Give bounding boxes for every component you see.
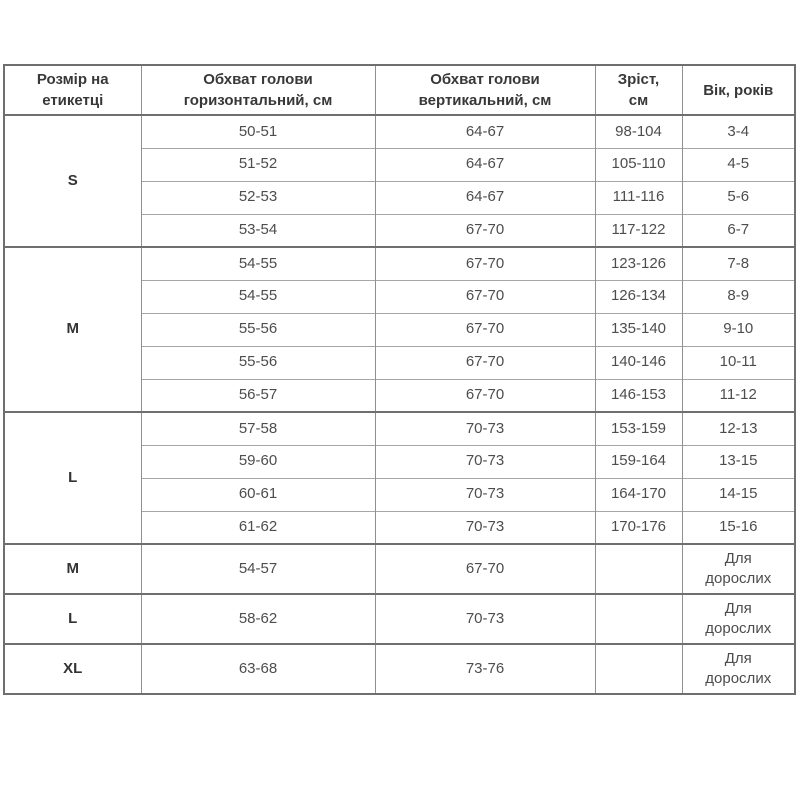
data-cell-value: 15-16 xyxy=(719,518,758,536)
data-cell xyxy=(375,594,595,644)
data-cell xyxy=(375,445,595,478)
data-cell xyxy=(682,511,795,544)
data-cell-value: 54-57 xyxy=(238,559,278,577)
data-cell-value: 53-54 xyxy=(238,221,278,239)
data-cell-value: 8-9 xyxy=(727,287,750,305)
data-cell xyxy=(141,148,375,181)
data-cell-value: 67-70 xyxy=(465,221,505,239)
data-cell-value: 70-73 xyxy=(465,419,505,437)
data-cell-value: 73-76 xyxy=(465,659,505,677)
data-cell xyxy=(141,379,375,412)
data-cell xyxy=(682,280,795,313)
data-cell xyxy=(595,214,682,247)
data-cell-value: 67-70 xyxy=(465,320,505,338)
data-cell xyxy=(682,181,795,214)
data-cell xyxy=(375,214,595,247)
data-cell xyxy=(595,511,682,544)
data-cell-value: 146-153 xyxy=(610,386,667,404)
data-cell-value: 9-10 xyxy=(723,320,754,338)
data-cell xyxy=(682,313,795,346)
data-cell-value: 7-8 xyxy=(727,254,750,272)
data-cell-value: 61-62 xyxy=(238,518,278,536)
size-label-cell: L xyxy=(4,412,141,544)
data-cell xyxy=(375,247,595,280)
data-cell xyxy=(141,346,375,379)
size-label-cell: M xyxy=(4,544,141,594)
data-cell xyxy=(595,379,682,412)
data-cell-value: 135-140 xyxy=(610,320,667,338)
data-cell-value: 57-58 xyxy=(238,419,278,437)
size-label-cell: XL xyxy=(4,644,141,694)
data-cell xyxy=(682,379,795,412)
data-cell-value: 70-73 xyxy=(465,518,505,536)
data-cell-value: Для дорослих xyxy=(705,599,772,637)
data-cell xyxy=(375,148,595,181)
size-label-cell: L xyxy=(4,594,141,644)
data-cell xyxy=(375,644,595,694)
data-cell xyxy=(141,313,375,346)
table-body xyxy=(4,115,795,694)
data-cell xyxy=(595,644,682,694)
data-cell-value: 51-52 xyxy=(238,155,278,173)
data-cell xyxy=(141,115,375,148)
data-cell-value: 55-56 xyxy=(238,353,278,371)
data-cell-value: 117-122 xyxy=(611,221,666,239)
table-row xyxy=(4,594,795,644)
data-cell-value: Для дорослих xyxy=(705,649,772,687)
data-cell-value: 59-60 xyxy=(238,452,278,470)
data-cell xyxy=(141,594,375,644)
data-cell-value: 67-70 xyxy=(465,559,505,577)
data-cell-value: 105-110 xyxy=(611,155,666,173)
data-cell xyxy=(595,594,682,644)
data-cell xyxy=(682,148,795,181)
data-cell xyxy=(595,346,682,379)
header-cell-label: Обхват голови вертикальний, см xyxy=(418,71,552,109)
table-row xyxy=(4,115,795,148)
data-cell xyxy=(141,412,375,445)
data-cell-value: 4-5 xyxy=(727,155,750,173)
data-cell xyxy=(595,412,682,445)
data-cell xyxy=(682,214,795,247)
table-row xyxy=(4,544,795,594)
data-cell xyxy=(375,412,595,445)
data-cell-value: 70-73 xyxy=(465,485,505,503)
data-cell-value: 164-170 xyxy=(610,485,667,503)
data-cell-value: 67-70 xyxy=(465,353,505,371)
data-cell-value: 67-70 xyxy=(465,254,505,272)
data-cell-value: 6-7 xyxy=(727,221,750,239)
data-cell xyxy=(375,181,595,214)
data-cell-value: 3-4 xyxy=(727,122,750,140)
data-cell-value: 13-15 xyxy=(719,452,758,470)
data-cell xyxy=(682,478,795,511)
header-cell-label: Вік, років xyxy=(703,81,774,99)
data-cell xyxy=(595,445,682,478)
data-cell-value: 170-176 xyxy=(610,518,667,536)
data-cell xyxy=(375,280,595,313)
data-cell xyxy=(141,644,375,694)
data-cell-value: 64-67 xyxy=(465,122,505,140)
header-row xyxy=(4,65,795,115)
data-cell-value: 64-67 xyxy=(465,188,505,206)
data-cell-value: 64-67 xyxy=(465,155,505,173)
header-cell-label: Зріст, см xyxy=(617,71,660,109)
data-cell xyxy=(682,247,795,280)
size-chart-table xyxy=(3,64,796,695)
data-cell-value: 14-15 xyxy=(719,485,758,503)
header-cell-3 xyxy=(595,65,682,115)
data-cell xyxy=(375,313,595,346)
data-cell xyxy=(141,445,375,478)
table-row xyxy=(4,412,795,445)
data-cell xyxy=(375,379,595,412)
data-cell xyxy=(595,148,682,181)
data-cell xyxy=(595,247,682,280)
data-cell-value: 11-12 xyxy=(719,386,757,404)
data-cell xyxy=(682,544,795,594)
data-cell-value: 55-56 xyxy=(238,320,278,338)
header-cell-1 xyxy=(141,65,375,115)
data-cell-value: 5-6 xyxy=(727,188,750,206)
header-cell-4 xyxy=(682,65,795,115)
header-cell-0 xyxy=(4,65,141,115)
table-header xyxy=(4,65,795,115)
header-cell-label: Розмір на етикетці xyxy=(36,71,109,109)
data-cell xyxy=(141,247,375,280)
data-cell-value: 153-159 xyxy=(610,419,667,437)
data-cell xyxy=(595,181,682,214)
data-cell-value: 70-73 xyxy=(465,452,505,470)
data-cell xyxy=(141,214,375,247)
data-cell xyxy=(141,280,375,313)
data-cell-value: 54-55 xyxy=(238,287,278,305)
size-label-cell: M xyxy=(4,247,141,412)
data-cell xyxy=(682,115,795,148)
data-cell xyxy=(375,544,595,594)
data-cell-value: 126-134 xyxy=(610,287,667,305)
data-cell-value: Для дорослих xyxy=(705,549,772,587)
data-cell xyxy=(141,478,375,511)
data-cell-value: 60-61 xyxy=(238,485,278,503)
data-cell xyxy=(682,594,795,644)
data-cell xyxy=(375,115,595,148)
data-cell xyxy=(595,544,682,594)
data-cell xyxy=(595,280,682,313)
header-cell-label: Обхват голови горизонтальний, см xyxy=(183,71,333,109)
data-cell-value: 52-53 xyxy=(238,188,278,206)
data-cell xyxy=(375,346,595,379)
size-label-cell: S xyxy=(4,115,141,247)
data-cell xyxy=(595,115,682,148)
data-cell-value: 54-55 xyxy=(238,254,278,272)
data-cell xyxy=(141,181,375,214)
header-cell-2 xyxy=(375,65,595,115)
data-cell-value: 58-62 xyxy=(238,609,278,627)
data-cell-value: 111-116 xyxy=(612,188,665,206)
data-cell xyxy=(682,346,795,379)
data-cell xyxy=(682,445,795,478)
data-cell-value: 98-104 xyxy=(615,122,662,140)
data-cell xyxy=(141,511,375,544)
data-cell-value: 56-57 xyxy=(238,386,278,404)
data-cell-value: 123-126 xyxy=(610,254,667,272)
data-cell-value: 12-13 xyxy=(719,419,758,437)
data-cell xyxy=(595,313,682,346)
data-cell-value: 50-51 xyxy=(238,122,278,140)
data-cell xyxy=(375,478,595,511)
data-cell-value: 70-73 xyxy=(465,609,505,627)
data-cell-value: 10-11 xyxy=(719,353,757,371)
data-cell-value: 140-146 xyxy=(610,353,667,371)
data-cell xyxy=(595,478,682,511)
data-cell xyxy=(141,544,375,594)
table-row xyxy=(4,247,795,280)
data-cell-value: 67-70 xyxy=(465,386,505,404)
data-cell xyxy=(682,412,795,445)
data-cell xyxy=(682,644,795,694)
table-row xyxy=(4,644,795,694)
data-cell-value: 67-70 xyxy=(465,287,505,305)
data-cell xyxy=(375,511,595,544)
data-cell-value: 159-164 xyxy=(610,452,667,470)
data-cell-value: 63-68 xyxy=(238,659,278,677)
